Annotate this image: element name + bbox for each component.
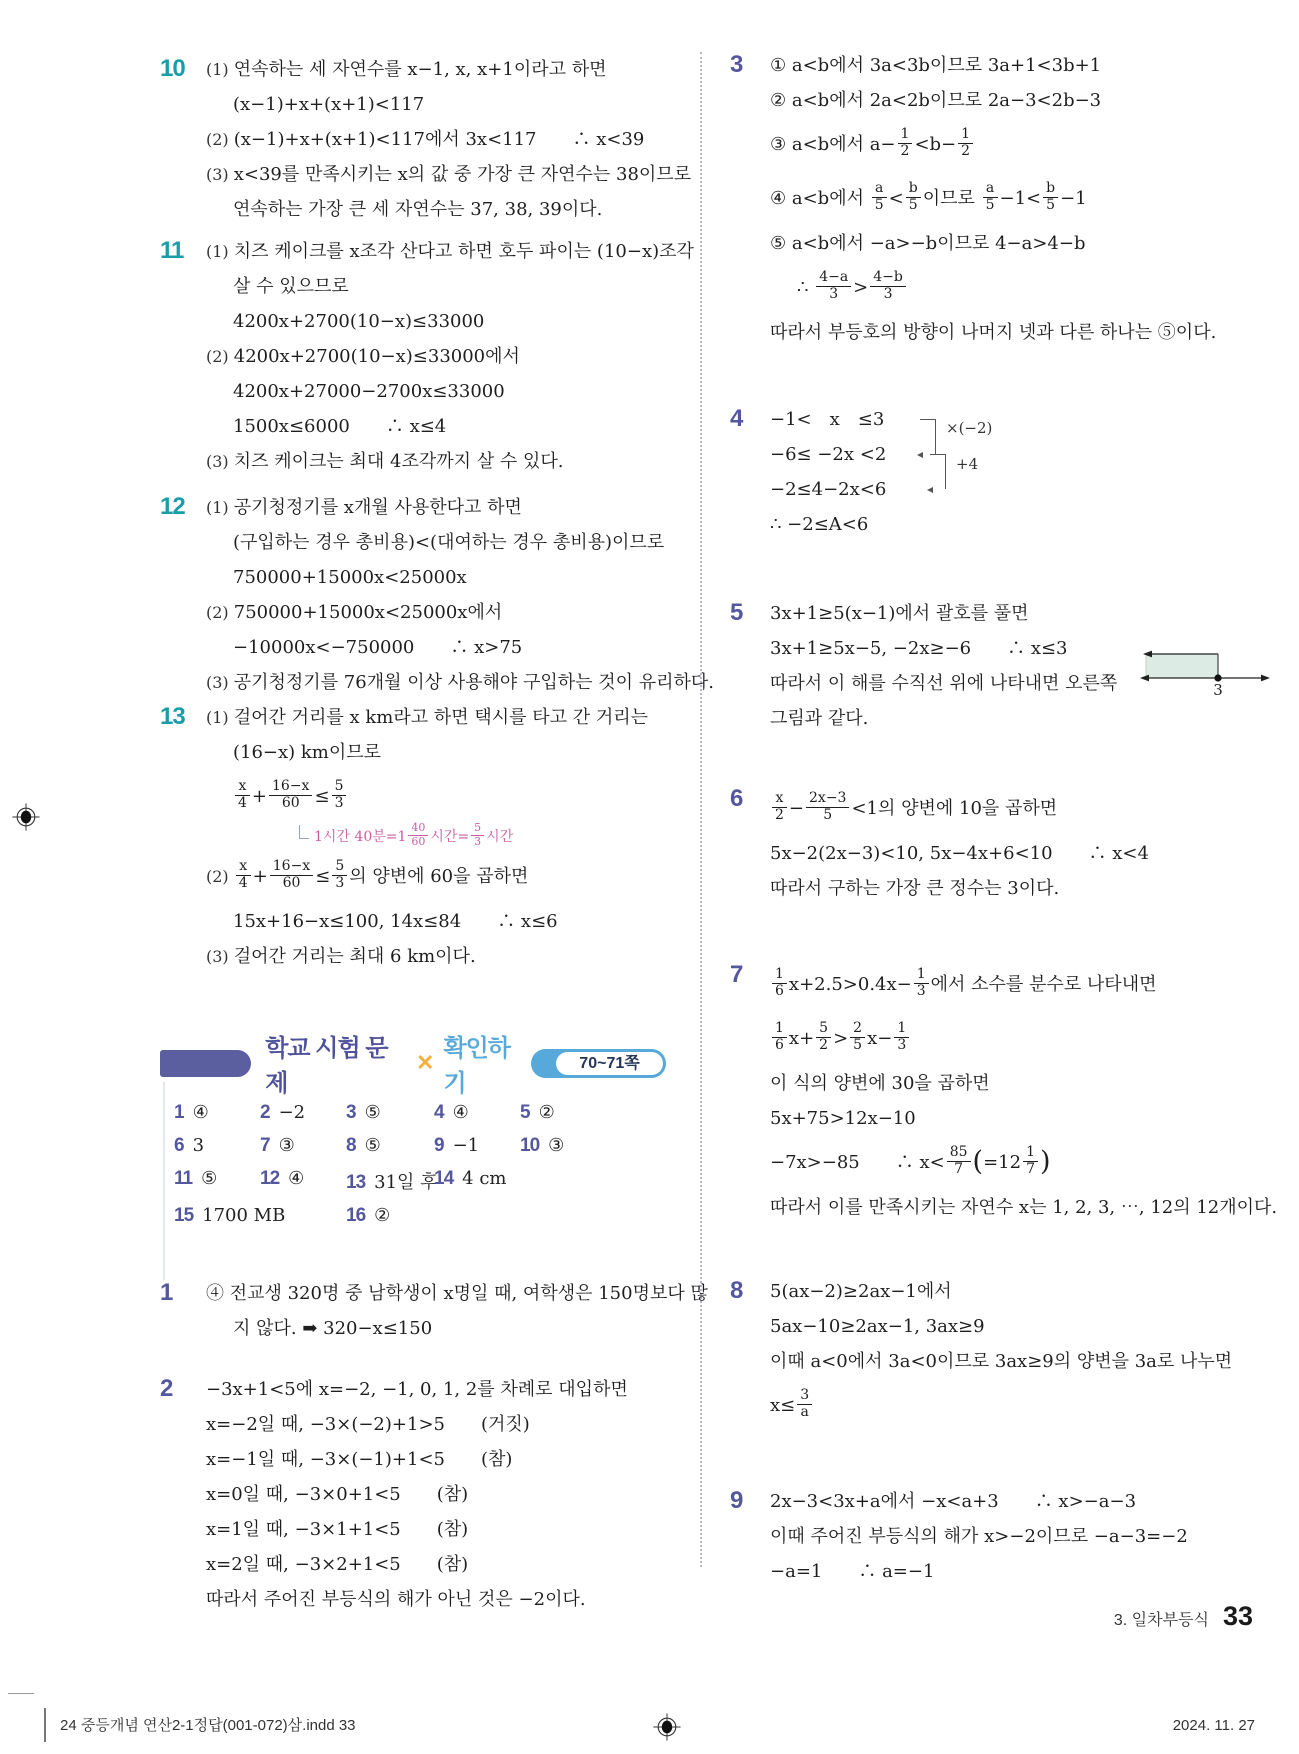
content-line: (3) 걸어간 거리는 최대 6 km이다. [206,946,476,967]
content-line: x=2일 때, −3×2+1<5 (참) [206,1554,469,1575]
answer-item [174,1102,260,1124]
fraction: $\frac{4-b}{3}$ [868,270,908,302]
fraction: $\frac{85}{7}$ [945,1145,973,1177]
content-line: $\frac{x}{4}$ + $\frac{16-x}{60}$ ≤ $\frac{5}{3}$ [233,770,672,824]
fraction: $\frac{16-x}{60}$ [268,859,315,891]
chapter-label: 3. 일차부등식 [1113,1612,1209,1629]
problem-8 [730,1274,1255,1433]
answer-item [260,1135,346,1157]
problem-number: 9 [730,1487,743,1514]
content-line: (구입하는 경우 총비용)<(대여하는 경우 총비용)이므로 [233,532,665,553]
fraction: $\frac{5}{3}$ [469,822,486,848]
problem-solution [206,234,694,479]
answer-number: 1 [174,1102,184,1123]
problem-number: 12 [160,493,185,520]
x-mark-icon: ✕ [416,1050,435,1075]
content-line: 지 않다. ➡ 320−x≤150 [233,1318,433,1339]
answer-item [260,1168,346,1194]
answer-value: ⑤ [364,1135,381,1156]
answer-value: ⑤ [364,1102,381,1123]
math-line: −1< x ≤3 [770,409,885,430]
content-line: 4200x+27000−2700x≤33000 [233,381,505,402]
fraction: $\frac{2}{5}$ [848,1021,867,1053]
fraction: $\frac{1}{6}$ [770,1021,789,1053]
content-line: 1500x≤6000 ∴ x≤4 [233,416,447,437]
column-divider [700,52,702,1567]
problem-13 [160,700,672,974]
content-line: ③ a<b에서 a− $\frac{1}{2}$ <b− $\frac{1}{2}$ [770,118,1255,172]
content-line: (3) x<39를 만족시키는 x의 값 중 가장 큰 자연수는 38이므로 [206,164,692,185]
fraction: $\frac{5}{3}$ [330,859,349,891]
fraction: $\frac{1}{2}$ [896,127,915,159]
answer-box-title: 학교 시험 문제 [265,1035,388,1097]
problem-12 [160,490,715,700]
answer-value: ④ [192,1102,209,1123]
fraction: $\frac{a}{5}$ [870,181,889,213]
content-line: 그림과 같다. [770,708,869,729]
fraction: $\frac{5}{3}$ [330,779,349,811]
fraction: $\frac{b}{5}$ [904,181,923,213]
content-line: (2) (x−1)+x+(x+1)<117에서 3x<117 ∴ x<39 [206,129,645,150]
problem-solution [770,782,1255,906]
answer-number: 16 [346,1205,366,1226]
registration-mark-icon [10,801,42,833]
answer-item [174,1135,260,1157]
fraction: $\frac{2x-3}{5}$ [804,791,851,823]
problem-number: 11 [160,237,184,264]
content-line: 연속하는 가장 큰 세 자연수는 37, 38, 39이다. [233,199,603,220]
fraction: $\frac{1}{6}$ [770,967,789,999]
answer-item [434,1168,520,1194]
answer-value: ② [538,1102,555,1123]
fraction: $\frac{x}{4}$ [233,779,252,811]
answer-value: 1700 MB [202,1205,286,1226]
fraction: $\frac{1}{2}$ [956,127,975,159]
content-line: 5ax−10≥2ax−1, 3ax≥9 [770,1316,985,1337]
math-line: −6≤ −2x <2 [770,444,887,465]
problem-solution [770,1274,1255,1433]
fraction: $\frac{b}{5}$ [1041,181,1060,213]
content-line: $\frac{1}{6}$ x+2.5>0.4x− $\frac{1}{3}$ 에서 소수를 분수로 나타내면 [770,958,1255,1012]
problem-5 [730,596,1255,736]
header-bar-decoration [160,1050,251,1077]
answer-item [346,1102,434,1124]
content-line: ∴ $\frac{4-a}{3}$ > $\frac{4-b}{3}$ [797,261,1255,315]
answer-number: 6 [174,1135,184,1156]
answer-item [346,1168,438,1194]
answer-number: 14 [434,1168,454,1189]
page-range-pill [531,1049,666,1078]
content-line: −10000x<−750000 ∴ x>75 [233,637,523,658]
problem-solution [770,958,1278,1225]
content-line: (1) 공기청정기를 x개월 사용한다고 하면 [206,497,522,518]
content-line: x=−2일 때, −3×(−2)+1>5 (거짓) [206,1414,530,1435]
content-line: 3x+1≥5(x−1)에서 괄호를 풀면 [770,603,1029,624]
fraction: $\frac{x}{4}$ [234,859,253,891]
problem-solution [206,700,672,974]
operation-label: +4 [956,455,979,473]
answer-number: 13 [346,1172,366,1193]
fraction: $\frac{4-a}{3}$ [814,270,853,302]
answer-number: 5 [520,1102,530,1123]
content-line: 3x+1≥5x−5, −2x≥−6 ∴ x≤3 [770,638,1068,659]
answer-item [174,1168,260,1194]
content-line: (x−1)+x+(x+1)<117 [233,94,425,115]
fraction: $\frac{5}{2}$ [814,1021,833,1053]
answer-item [174,1205,346,1227]
answer-item [260,1102,346,1124]
content-line: 따라서 주어진 부등식의 해가 아닌 것은 −2이다. [206,1589,586,1610]
content-line: (1) 걸어간 거리를 x km라고 하면 택시를 타고 간 거리는 [206,707,649,728]
operation-bracket [930,454,946,489]
content-line: 15x+16−x≤100, 14x≤84 ∴ x≤6 [233,911,558,932]
print-date: 2024. 11. 27 [1172,1717,1255,1734]
answer-value: 3 [192,1135,205,1156]
problem-number: 4 [730,405,743,432]
trim-mark [8,1693,34,1694]
fraction: $\frac{1}{3}$ [892,1021,911,1053]
content-line: $\frac{1}{6}$ x+ $\frac{5}{2}$ > $\frac{2}{5}$ x− $\frac{1}{3}$ [770,1012,1255,1066]
answer-value: 4 cm [462,1168,507,1189]
content-line: ① a<b에서 3a<3b이므로 3a+1<3b+1 [770,55,1102,76]
answer-item [520,1135,666,1157]
problem-solution [206,52,692,227]
content-line: 따라서 구하는 가장 큰 정수는 3이다. [770,878,1060,899]
content-line: x≤ $\frac{3}{a}$ [770,1379,1255,1433]
content-line: $\frac{x}{2}$ − $\frac{2x-3}{5}$ <1의 양변에 10을 곱하면 [770,782,1255,836]
problem-number: 7 [730,961,743,988]
content-line: x=−1일 때, −3×(−1)+1<5 (참) [206,1449,513,1470]
content-line: (16−x) km이므로 [233,742,382,763]
content-line: 따라서 이 해를 수직선 위에 나타내면 오른쪽 [770,673,1118,694]
answer-value: 31일 후 [374,1172,438,1193]
answer-number: 2 [260,1102,270,1123]
answer-number: 4 [434,1102,444,1123]
content-line: −7x>−85 ∴ x< $\frac{85}{7}$ (=12 $\frac{1}{7}$ ) [770,1143,1051,1177]
content-line: 따라서 부등호의 방향이 나머지 넷과 다른 하나는 ⑤이다. [770,322,1217,343]
content-line: 750000+15000x<25000x [233,567,467,588]
content-line: ④ a<b에서 $\frac{a}{5}$ < $\frac{b}{5}$ 이므로 $\frac{a}{5}$ −1< $\frac{b}{5}$ −1 [770,179,1087,213]
fraction: $\frac{40}{60}$ [406,822,430,848]
answer-value: ② [374,1205,391,1226]
number-line-figure [1140,642,1270,698]
problem-solution [206,490,715,700]
answer-number: 12 [260,1168,280,1189]
problem-solution [770,48,1255,350]
answer-box-rule [163,1082,165,1280]
problem-1 [160,1276,708,1346]
content-line: (1) 연속하는 세 자연수를 x−1, x, x+1이라고 하면 [206,59,607,80]
math-line: −2≤4−2x<6 [770,479,887,500]
answer-value: ④ [288,1168,305,1189]
content-line: 2x−3<3x+a에서 −x<a+3 ∴ x>−a−3 [770,1491,1137,1512]
answer-item [346,1135,434,1157]
problem-10 [160,52,692,227]
answer-number: 3 [346,1102,356,1123]
fraction: $\frac{3}{a}$ [795,1388,814,1420]
answer-value: ④ [452,1102,469,1123]
content-line: ④ 전교생 320명 중 남학생이 x명일 때, 여학생은 150명보다 많 [206,1283,708,1304]
page-footer-chapter [1114,1601,1253,1632]
page-range-label: 70~71쪽 [556,1052,663,1075]
answer-value: ③ [278,1135,295,1156]
answer-value: ⑤ [201,1168,218,1189]
content-line: 4200x+2700(10−x)≤33000 [233,311,485,332]
fraction: $\frac{1}{3}$ [912,967,931,999]
page-number: 33 [1222,1601,1253,1631]
content-line: (3) 치즈 케이크는 최대 4조각까지 살 수 있다. [206,451,564,472]
problem-number: 8 [730,1277,743,1304]
problem-3 [730,48,1255,350]
problem-number: 1 [160,1279,173,1306]
problem-solution [770,402,1255,542]
operation-label: ×(−2) [946,419,993,437]
math-line: ∴ −2≤A<6 [770,514,869,535]
content-line: (2) $\frac{x}{4}$ + $\frac{16-x}{60}$ ≤ $\frac{5}{3}$ 의 양변에 60을 곱하면 [206,857,529,891]
answer-number: 8 [346,1135,356,1156]
problem-number: 6 [730,785,743,812]
answer-number: 11 [174,1168,193,1189]
content-line: ⑤ a<b에서 −a>−b이므로 4−a>4−b [770,233,1086,254]
problem-9 [730,1484,1255,1589]
answer-value: −2 [278,1102,306,1123]
content-line: 5(ax−2)≥2ax−1에서 [770,1281,952,1302]
operation-bracket [920,419,936,454]
content-line: ② a<b에서 2a<2b이므로 2a−3<2b−3 [770,90,1102,111]
answer-box-subtitle: 확인하기 [443,1035,510,1097]
problem-solution [770,1484,1255,1589]
problem-6 [730,782,1255,906]
content-line: 따라서 이를 만족시키는 자연수 x는 1, 2, 3, ⋯, 12의 12개이다. [770,1197,1278,1218]
content-line: 이 식의 양변에 30을 곱하면 [770,1073,990,1094]
answer-item [434,1135,520,1157]
answer-number: 10 [520,1135,540,1156]
content-line: 이때 주어진 부등식의 해가 x>−2이므로 −a−3=−2 [770,1526,1188,1547]
content-line: x=0일 때, −3×0+1<5 (참) [206,1484,469,1505]
content-line: (1) 치즈 케이크를 x조각 산다고 하면 호두 파이는 (10−x)조각 [206,241,694,262]
content-line: x=1일 때, −3×1+1<5 (참) [206,1519,469,1540]
problem-number: 5 [730,599,743,626]
content-line: 살 수 있으므로 [233,276,349,297]
answer-number: 15 [174,1205,194,1226]
content-line: (3) 공기청정기를 76개월 이상 사용해야 구입하는 것이 유리하다. [206,672,715,693]
content-line: −3x+1<5에 x=−2, −1, 0, 1, 2를 차례로 대입하면 [206,1379,628,1400]
answer-number: 9 [434,1135,444,1156]
answer-item [520,1102,666,1124]
content-line: −a=1 ∴ a=−1 [770,1561,935,1582]
content-line: (2) 750000+15000x<25000x에서 [206,602,503,623]
fraction: $\frac{16-x}{60}$ [267,779,314,811]
problem-solution [206,1276,708,1346]
problem-number: 10 [160,55,185,82]
answer-item [434,1102,520,1124]
answer-number: 7 [260,1135,270,1156]
print-filename: 24 중등개념 연산2-1정답(001-072)삼.indd 33 [60,1717,356,1734]
fraction: $\frac{x}{2}$ [770,791,789,823]
content-line: 5x+75>12x−10 [770,1108,916,1129]
problem-number: 3 [730,51,743,78]
content-line: 1시간 40분=1 $\frac{40}{60}$ 시간= $\frac{5}{3}$ 시간 [299,824,672,850]
trim-mark [44,1708,46,1742]
problem-4 [730,402,1255,542]
problem-number: 2 [160,1375,173,1402]
number-line-tick-label: 3 [1213,681,1223,698]
answer-value: ③ [548,1135,565,1156]
answer-box-header [160,1035,666,1097]
content-line: (2) 4200x+2700(10−x)≤33000에서 [206,346,520,367]
fraction: $\frac{1}{7}$ [1021,1145,1040,1177]
problem-solution [206,1372,672,1617]
problem-2 [160,1372,672,1617]
problem-11 [160,234,694,479]
problem-number: 13 [160,703,185,730]
fraction: $\frac{a}{5}$ [981,181,1000,213]
content-line: 이때 a<0에서 3a<0이므로 3ax≥9의 양변을 3a로 나누면 [770,1351,1233,1372]
registration-mark-icon [651,1711,683,1743]
content-line: 5x−2(2x−3)<10, 5x−4x+6<10 ∴ x<4 [770,843,1149,864]
answer-grid [174,1102,666,1227]
answer-value: −1 [452,1135,480,1156]
answer-item [346,1205,434,1227]
answer-box [160,1035,666,1227]
problem-7 [730,958,1278,1225]
